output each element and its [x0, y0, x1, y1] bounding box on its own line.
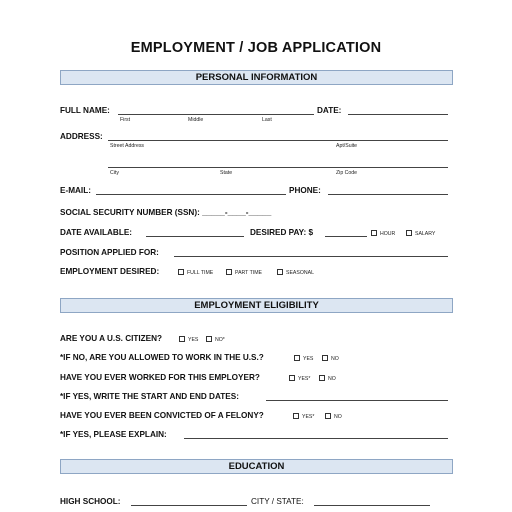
- street-address-field[interactable]: [108, 140, 448, 141]
- phone-field[interactable]: [328, 194, 448, 195]
- citizen-no-checkbox[interactable]: [206, 336, 212, 342]
- hour-checkbox[interactable]: [371, 230, 377, 236]
- full-name-label: FULL NAME:: [60, 106, 110, 115]
- street-address-caption: Street Address: [110, 143, 145, 149]
- position-label: POSITION APPLIED FOR:: [60, 248, 159, 257]
- worked-yes-label: YES*: [298, 376, 311, 382]
- seasonal-checkbox[interactable]: [277, 269, 283, 275]
- first-name-caption: First: [120, 117, 131, 123]
- allowed-no-checkbox[interactable]: [322, 355, 328, 361]
- date-label: DATE:: [317, 106, 342, 115]
- section-header-eligibility: EMPLOYMENT ELIGIBILITY: [60, 298, 453, 313]
- seasonal-option-label: SEASONAL: [286, 270, 314, 276]
- hour-option-label: HOUR: [380, 231, 396, 237]
- work-authorization-question: *IF NO, ARE YOU ALLOWED TO WORK IN THE U.S.?: [60, 353, 264, 362]
- worked-no-label: NO: [328, 376, 336, 382]
- allowed-no-label: NO: [331, 356, 339, 362]
- ssn-label[interactable]: SOCIAL SECURITY NUMBER (SSN): _____-____-_____: [60, 208, 272, 217]
- salary-checkbox[interactable]: [406, 230, 412, 236]
- high-school-city-state-field[interactable]: [314, 505, 430, 506]
- citizen-question: ARE YOU A U.S. CITIZEN?: [60, 334, 163, 343]
- felony-no-label: NO: [334, 414, 342, 420]
- address-label: ADDRESS:: [60, 132, 103, 141]
- felony-no-checkbox[interactable]: [325, 413, 331, 419]
- desired-pay-field[interactable]: [325, 236, 367, 237]
- employment-desired-label: EMPLOYMENT DESIRED:: [60, 267, 160, 276]
- high-school-field[interactable]: [131, 505, 247, 506]
- explain-label: *IF YES, PLEASE EXPLAIN:: [60, 430, 167, 439]
- felony-question: HAVE YOU EVER BEEN CONVICTED OF A FELONY?: [60, 411, 264, 420]
- middle-name-caption: Middle: [188, 117, 204, 123]
- city-state-zip-field[interactable]: [108, 167, 448, 168]
- citizen-no-label: NO*: [215, 337, 225, 343]
- allowed-yes-checkbox[interactable]: [294, 355, 300, 361]
- part-time-option-label: PART TIME: [235, 270, 262, 276]
- felony-yes-label: YES*: [302, 414, 315, 420]
- state-caption: State: [220, 170, 233, 176]
- last-name-caption: Last: [262, 117, 272, 123]
- full-name-field[interactable]: [118, 114, 314, 115]
- phone-label: PHONE:: [289, 186, 321, 195]
- apt-suite-caption: Apt/Suite: [336, 143, 358, 149]
- desired-pay-label: DESIRED PAY: $: [250, 228, 314, 237]
- worked-yes-checkbox[interactable]: [289, 375, 295, 381]
- start-end-dates-label: *IF YES, WRITE THE START AND END DATES:: [60, 392, 239, 401]
- zip-code-caption: Zip Code: [336, 170, 358, 176]
- position-field[interactable]: [174, 256, 448, 257]
- email-label: E-MAIL:: [60, 186, 91, 195]
- citizen-yes-checkbox[interactable]: [179, 336, 185, 342]
- date-field[interactable]: [348, 114, 448, 115]
- date-available-field[interactable]: [146, 236, 244, 237]
- high-school-label: HIGH SCHOOL:: [60, 497, 121, 506]
- part-time-checkbox[interactable]: [226, 269, 232, 275]
- email-field[interactable]: [96, 194, 286, 195]
- worked-no-checkbox[interactable]: [319, 375, 325, 381]
- start-end-dates-field[interactable]: [266, 400, 448, 401]
- form-title: EMPLOYMENT / JOB APPLICATION: [130, 40, 382, 56]
- felony-yes-checkbox[interactable]: [293, 413, 299, 419]
- allowed-yes-label: YES: [303, 356, 314, 362]
- full-time-option-label: FULL TIME: [187, 270, 214, 276]
- section-header-personal: PERSONAL INFORMATION: [60, 70, 453, 85]
- section-header-education: EDUCATION: [60, 459, 453, 474]
- city-state-label: CITY / STATE:: [251, 497, 304, 506]
- full-time-checkbox[interactable]: [178, 269, 184, 275]
- city-caption: City: [110, 170, 119, 176]
- prior-employment-question: HAVE YOU EVER WORKED FOR THIS EMPLOYER?: [60, 373, 260, 382]
- explain-field[interactable]: [184, 438, 448, 439]
- salary-option-label: SALARY: [415, 231, 436, 237]
- date-available-label: DATE AVAILABLE:: [60, 228, 133, 237]
- citizen-yes-label: YES: [188, 337, 199, 343]
